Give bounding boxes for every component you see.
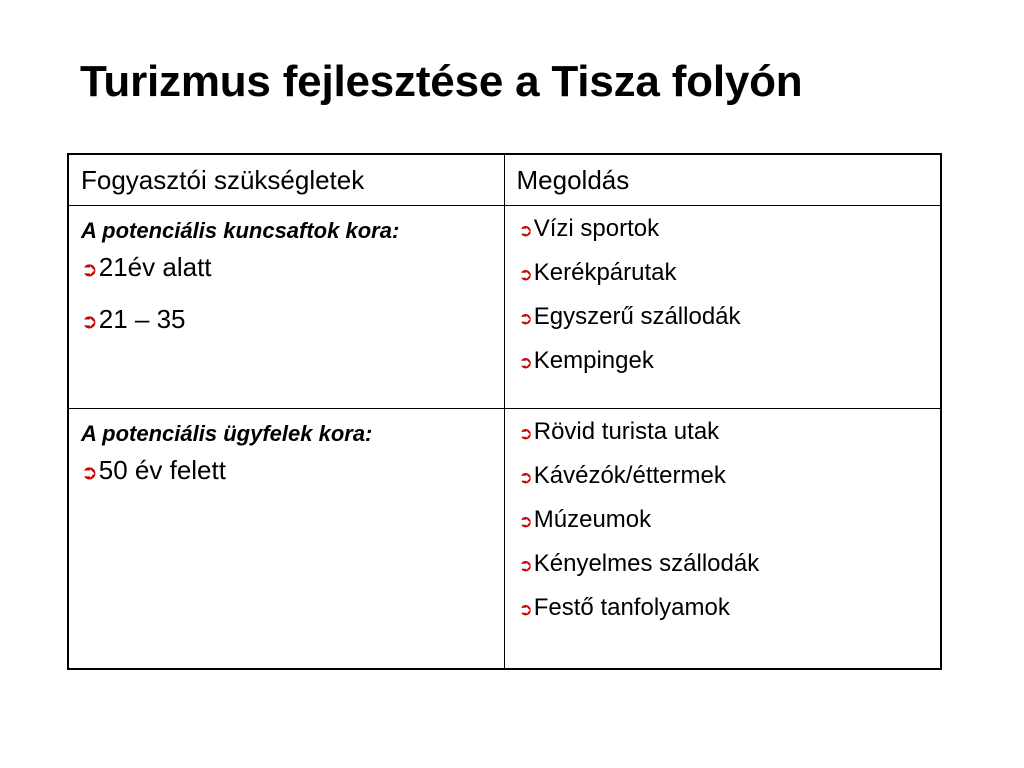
arrow-bullet-icon: ➲: [518, 423, 533, 444]
list-item-text: 50 év felett: [98, 454, 226, 485]
slide-title: Turizmus fejlesztése a Tisza folyón: [80, 57, 803, 106]
list-item-text: Vízi sportok: [533, 214, 660, 242]
list-item: [519, 214, 929, 246]
needs-heading: A potenciális kuncsaftok kora:: [81, 217, 400, 243]
list-item: [519, 461, 929, 493]
needs-list: [81, 252, 492, 337]
needs-cell: [68, 408, 504, 669]
table-row: [68, 205, 941, 408]
list-item: [519, 593, 929, 625]
needs-cell: [68, 205, 504, 408]
list-item-text: Rövid turista utak: [533, 417, 720, 445]
arrow-bullet-icon: ➲: [518, 220, 533, 241]
arrow-bullet-icon: ➲: [518, 467, 533, 488]
arrow-bullet-icon: ➲: [518, 308, 533, 329]
arrow-bullet-icon: ➲: [81, 459, 98, 484]
needs-heading: A potenciális ügyfelek kora:: [81, 420, 373, 446]
needs-list: [81, 455, 492, 488]
arrow-bullet-icon: ➲: [518, 511, 533, 532]
solutions-cell: [504, 205, 941, 408]
list-item: [519, 302, 929, 334]
list-item: [519, 417, 929, 449]
list-item-text: Múzeumok: [533, 505, 652, 533]
table-header-row: [68, 154, 941, 205]
list-item: [519, 549, 929, 581]
table-row: [68, 408, 941, 669]
solutions-list: [519, 214, 929, 378]
list-item: [519, 505, 929, 537]
list-item: [81, 252, 492, 285]
needs-solutions-table: [67, 153, 942, 670]
arrow-bullet-icon: ➲: [518, 555, 533, 576]
header-solution: Megoldás: [504, 154, 941, 205]
arrow-bullet-icon: ➲: [518, 264, 533, 285]
arrow-bullet-icon: ➲: [81, 308, 98, 333]
list-item-text: Kerékpárutak: [533, 258, 677, 286]
arrow-bullet-icon: ➲: [518, 352, 533, 373]
list-item: [81, 304, 492, 337]
list-item-text: Kávézók/éttermek: [533, 461, 726, 489]
solutions-list: [519, 417, 929, 625]
list-item: [519, 346, 929, 378]
list-item-text: Kempingek: [533, 346, 654, 374]
list-item-text: Kényelmes szállodák: [533, 549, 760, 577]
list-item-text: 21 – 35: [98, 303, 186, 334]
header-needs: Fogyasztói szükségletek: [68, 154, 504, 205]
list-item: [81, 455, 492, 488]
list-item-text: Egyszerű szállodák: [533, 302, 741, 330]
solutions-cell: [504, 408, 941, 669]
list-item-text: 21év alatt: [98, 251, 212, 282]
arrow-bullet-icon: ➲: [518, 599, 533, 620]
list-item: [519, 258, 929, 290]
list-item-text: Festő tanfolyamok: [533, 593, 730, 621]
arrow-bullet-icon: ➲: [81, 256, 98, 281]
